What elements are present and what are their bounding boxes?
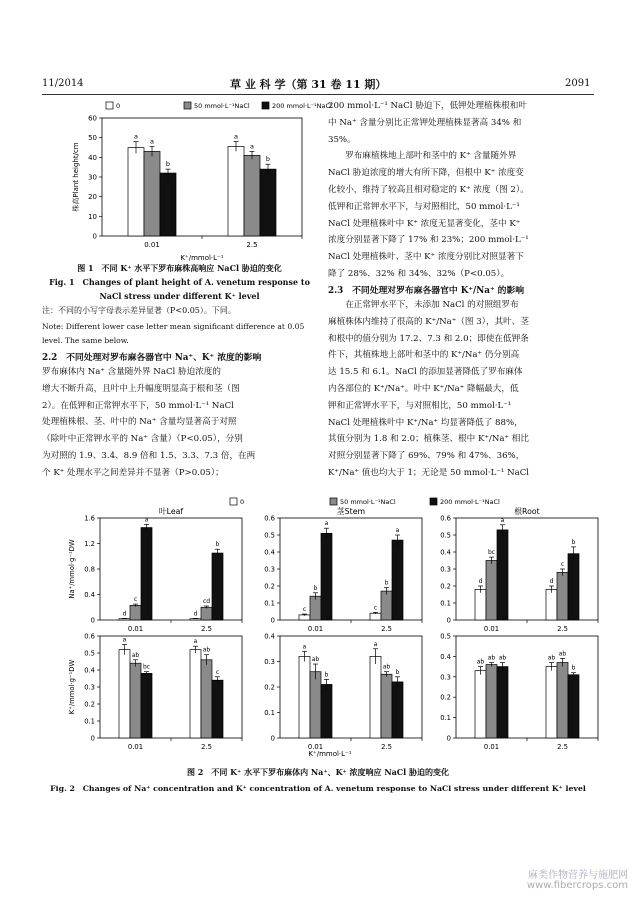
- bar: [130, 663, 141, 738]
- significance-letter: c: [133, 596, 138, 604]
- significance-letter: b: [324, 671, 329, 679]
- bar: [228, 147, 244, 236]
- issue-date: 11/2014: [42, 78, 84, 89]
- text-line: 在正常钾水平下，未添加 NaCl 的对照组罗布: [328, 300, 519, 310]
- legend-swatch: [184, 102, 191, 109]
- bar: [160, 173, 176, 236]
- y-tick-label: 20: [88, 193, 97, 202]
- significance-letter: c: [302, 606, 307, 614]
- significance-letter: b: [215, 541, 220, 549]
- bar: [568, 675, 579, 738]
- bar: [497, 667, 508, 738]
- y-tick-label: 0: [446, 616, 451, 625]
- x-tick-label: 2.5: [201, 624, 212, 633]
- y-tick-label: 50: [88, 134, 97, 143]
- text-line: 件下，其植株地上部叶和茎中的 K⁺/Na⁺ 仍分别高: [328, 350, 520, 361]
- y-tick-label: 0.1: [440, 714, 451, 723]
- bar: [141, 528, 152, 620]
- legend-label: 50 mmol·L⁻¹NaCl: [340, 498, 396, 506]
- text-line: 低钾和正常钾水平下，与对照相比，50 mmol·L⁻¹: [328, 201, 520, 212]
- y-tick-label: 0.6: [264, 514, 275, 523]
- y-tick-label: 0.5: [264, 531, 275, 540]
- panel-title: 茎Stem: [336, 507, 366, 516]
- y-tick-label: 30: [88, 173, 97, 182]
- watermark-cn: 麻类作物营养与施肥网: [528, 870, 628, 881]
- y-tick-label: 1.6: [84, 514, 95, 523]
- header-rule: [42, 94, 594, 95]
- fig1-note-en1: Note: Different lower case letter mean significant difference at 0.05: [42, 322, 305, 331]
- text-line: 其值分别为 1.8 和 2.0；植株茎、根中 K⁺/Na⁺ 相比: [328, 434, 529, 445]
- bar: [321, 533, 332, 620]
- legend-label: 0: [116, 102, 121, 110]
- y-tick-label: 0.3: [440, 565, 451, 574]
- legend-swatch: [430, 498, 437, 505]
- text-line: （除叶中正常钾水平的 Na⁺ 含量）（P<0.05），分别: [42, 434, 243, 445]
- bar: [392, 540, 403, 620]
- x-tick-label: 2.5: [381, 742, 392, 751]
- bar: [497, 530, 508, 620]
- x-tick-label: 0.01: [127, 742, 144, 751]
- text-line: 个 K⁺ 处理水平之间差异并不显著（P>0.05）；: [42, 467, 224, 478]
- bar: [244, 155, 260, 236]
- significance-letter: a: [122, 636, 127, 644]
- y-tick-label: 0.5: [440, 632, 451, 641]
- significance-letter: ab: [558, 650, 567, 658]
- significance-letter: a: [373, 640, 378, 648]
- y-tick-label: 0.2: [440, 693, 451, 702]
- y-tick-label: 0.4: [264, 548, 275, 557]
- fig2-caption-cn: 图 2 不同 K⁺ 水平下罗布麻体内 Na⁺、K⁺ 浓度响应 NaCl 胁迫的变化: [186, 767, 450, 777]
- x-tick-label: 0.01: [144, 241, 160, 249]
- y-tick-label: 10: [88, 212, 97, 221]
- legend-swatch: [330, 498, 337, 505]
- x-tick-label: 2.5: [246, 241, 258, 249]
- text-line: 对照分别显著下降了 69%、79% 和 47%、36%，: [328, 451, 525, 462]
- text-line: 钾和正常钾水平下，与对照相比，50 mmol·L⁻¹: [328, 400, 512, 411]
- bar: [212, 680, 223, 738]
- x-axis-label: K⁺/mmol·L⁻¹: [180, 254, 224, 262]
- x-axis-label: K⁺/mmol·L⁻¹: [308, 750, 352, 758]
- x-tick-label: 2.5: [381, 624, 392, 633]
- x-tick-label: 0.01: [307, 742, 324, 751]
- significance-letter: b: [571, 664, 576, 672]
- legend-label: 0: [240, 498, 245, 506]
- bar: [486, 665, 497, 738]
- text-line: 35%。: [328, 134, 356, 145]
- bar: [201, 660, 212, 738]
- legend-swatch: [262, 102, 269, 109]
- bar: [370, 656, 381, 738]
- significance-letter: ab: [382, 663, 391, 671]
- right-body-text: [328, 98, 598, 283]
- significance-letter: a: [250, 142, 254, 151]
- text-line: 增大不断升高，且叶中上升幅度明显高于根和茎（图: [42, 383, 240, 394]
- significance-letter: ab: [476, 658, 485, 666]
- y-tick-label: 0: [270, 616, 275, 625]
- bar: [141, 673, 152, 738]
- text-line: 浓度分别显著下降了 17% 和 23%；200 mmol·L⁻¹: [328, 235, 529, 246]
- fig2-chart: [42, 494, 602, 759]
- bar: [546, 589, 557, 620]
- significance-letter: b: [313, 584, 318, 592]
- bar: [119, 650, 130, 738]
- significance-letter: c: [560, 561, 565, 568]
- text-line: 麻植株体内维持了很高的 K⁺/Na⁺（图 3），其叶、茎: [328, 316, 529, 327]
- legend-label: 200 mmol·L⁻¹NaCl: [272, 102, 332, 110]
- bar: [201, 607, 212, 620]
- text-line: 和根中的值分别为 17.2、7.3 和 2.0；即使在低钾条: [328, 333, 529, 344]
- fig1-legend: [106, 102, 332, 110]
- y-tick-label: 0.3: [440, 673, 451, 682]
- y-tick-label: 0.1: [440, 599, 451, 608]
- text-line: 为对照的 1.9、3.4、8.9 倍和 1.5、3.3、7.3 倍，在两: [42, 450, 256, 461]
- significance-letter: ab: [487, 654, 496, 662]
- legend-swatch: [106, 102, 113, 109]
- y-tick-label: 0.6: [440, 514, 451, 523]
- bar: [310, 596, 321, 620]
- text-line: 内各部位的 K⁺/Na⁺。叶中 K⁺/Na⁺ 降幅最大，低: [328, 383, 519, 394]
- y-tick-label: 0.2: [264, 582, 275, 591]
- bar: [381, 591, 392, 620]
- significance-letter: d: [193, 610, 198, 618]
- y-tick-label: 0.3: [264, 658, 275, 666]
- y-tick-label: 1.2: [84, 540, 95, 548]
- text-line: 降了 28%、32% 和 34%、32%（P<0.05）。: [328, 268, 510, 279]
- y-tick-label: 0.4: [264, 632, 275, 641]
- bar: [370, 613, 381, 620]
- bar: [260, 169, 276, 236]
- x-tick-label: 0.01: [483, 624, 500, 633]
- x-tick-label: 0.01: [307, 624, 324, 633]
- significance-letter: a: [193, 638, 198, 646]
- bar: [321, 684, 332, 738]
- bar: [144, 151, 160, 236]
- significance-letter: b: [395, 668, 400, 676]
- text-line: 2）。在低钾和正常钾水平下，50 mmol·L⁻¹ NaCl: [42, 400, 234, 411]
- bar: [310, 672, 321, 738]
- bar: [190, 650, 201, 738]
- y-tick-label: 0.2: [84, 700, 95, 709]
- y-tick-label: 0.1: [264, 599, 275, 608]
- legend-swatch: [230, 498, 237, 505]
- fig1-chart: [42, 96, 332, 266]
- text-line: 处理植株根、茎、叶中的 Na⁺ 含量均显著高于对照: [42, 417, 237, 428]
- significance-letter: a: [234, 132, 238, 141]
- bar: [212, 553, 223, 620]
- y-tick-label: 0.8: [84, 565, 95, 574]
- right-body-text-2: [328, 297, 598, 482]
- watermark-url: www.fibercrops.com: [526, 880, 628, 891]
- significance-letter: ab: [498, 654, 507, 662]
- section-2-2-heading: 2.2 不同处理对罗布麻各器官中 Na⁺、K⁺ 浓度的影响: [42, 353, 262, 363]
- fig1-note-cn: 注：不同的小写字母表示差异显著（P<0.05）。下同。: [42, 306, 236, 315]
- y-tick-label: 0.5: [84, 649, 95, 658]
- left-body-text: [42, 364, 327, 482]
- significance-letter: a: [150, 137, 154, 146]
- significance-letter: ab: [547, 654, 556, 662]
- significance-letter: b: [571, 538, 576, 546]
- y-tick-label: 0.4: [440, 652, 451, 661]
- y-axis-label: Na⁺/mmol·g⁻¹DW: [68, 539, 76, 599]
- bar: [299, 656, 310, 738]
- y-tick-label: 0.1: [84, 717, 95, 726]
- significance-letter: b: [384, 579, 389, 587]
- bar: [392, 682, 403, 738]
- significance-letter: bc: [487, 549, 496, 557]
- y-tick-label: 0.4: [84, 666, 95, 675]
- x-tick-label: 2.5: [557, 624, 568, 633]
- text-line: NaCl 处理植株叶、茎中 K⁺ 浓度分别比对照显著下: [328, 252, 524, 263]
- text-line: K⁺/Na⁺ 值也均大于 1；无论是 50 mmol·L⁻¹ NaCl: [328, 467, 530, 478]
- y-tick-label: 0.2: [440, 582, 451, 591]
- significance-letter: b: [165, 160, 171, 169]
- text-line: 中 Na⁺ 含量分别比正常钾处理植株显著高 34% 和: [328, 117, 522, 128]
- significance-letter: bc: [142, 663, 151, 671]
- text-line: NaCl 处理植株叶中 K⁺/Na⁺ 均显著降低了 88%，: [328, 417, 523, 428]
- text-line: NaCl 处理植株叶中 K⁺ 浓度无显著变化，茎中 K⁺: [328, 218, 521, 229]
- bar: [128, 148, 144, 237]
- fig2-caption-en: Fig. 2 Changes of Na⁺ concentration and K⁺ concentration of A. venetum response to NaCl stress under different K⁺ level: [50, 784, 586, 793]
- y-axis-label: 株高Plant height/cm: [72, 142, 80, 212]
- bar: [568, 554, 579, 620]
- x-tick-label: 2.5: [557, 742, 568, 751]
- y-tick-label: 0.1: [264, 709, 275, 717]
- significance-letter: c: [215, 668, 220, 676]
- y-tick-label: 0.4: [84, 591, 95, 599]
- bar: [557, 572, 568, 620]
- fig2-legend: [230, 498, 500, 506]
- section-2-3-heading: 2.3 不同处理对罗布麻各器官中 K⁺/Na⁺ 的影响: [328, 286, 525, 296]
- y-tick-label: 0: [270, 734, 275, 743]
- y-tick-label: 0: [90, 616, 95, 625]
- fig1-note-en2: level. The same below.: [42, 336, 129, 345]
- y-tick-label: 0.3: [84, 683, 95, 692]
- page-number: 2091: [565, 78, 591, 89]
- panel-title: 叶Leaf: [158, 507, 184, 516]
- y-tick-label: 60: [88, 114, 97, 123]
- significance-letter: a: [324, 520, 329, 528]
- significance-letter: d: [478, 578, 483, 585]
- y-tick-label: 0.5: [440, 531, 451, 540]
- significance-letter: cd: [202, 597, 211, 605]
- y-tick-label: 0: [92, 232, 97, 241]
- bar: [546, 667, 557, 738]
- bar: [130, 605, 141, 620]
- bar: [475, 589, 486, 620]
- text-line: NaCl 胁迫浓度的增大有所下降，但根中 K⁺ 浓度变: [328, 168, 524, 179]
- y-tick-label: 0.3: [264, 565, 275, 574]
- y-axis-label: K⁺/mmol·g⁻¹DW: [68, 659, 76, 715]
- text-line: 罗布麻体内 Na⁺ 含量随外界 NaCl 胁迫浓度的: [42, 367, 221, 377]
- text-line: 罗布麻植株地上部叶和茎中的 K⁺ 含量随外界: [328, 151, 517, 162]
- significance-letter: c: [373, 604, 378, 612]
- fig1-caption-cn: 图 1 不同 K⁺ 水平下罗布麻株高响应 NaCl 胁迫的变化: [77, 263, 282, 273]
- text-line: 达 15.5 和 6.1。NaCl 的添加显著降低了罗布麻体: [328, 367, 523, 378]
- significance-letter: a: [144, 516, 149, 524]
- bar: [486, 561, 497, 621]
- significance-letter: b: [265, 155, 271, 164]
- fig1-caption-en1: Fig. 1 Changes of plant height of A. venetum response to: [49, 277, 310, 287]
- y-tick-label: 0: [446, 734, 451, 743]
- significance-letter: d: [122, 610, 127, 618]
- panel-title: 根Root: [514, 507, 540, 516]
- significance-letter: ab: [311, 656, 320, 664]
- bar: [381, 674, 392, 738]
- y-tick-label: 0.6: [84, 632, 95, 641]
- bar: [557, 663, 568, 738]
- x-tick-label: 2.5: [201, 742, 212, 751]
- significance-letter: ab: [131, 651, 140, 659]
- significance-letter: ab: [202, 646, 211, 654]
- y-tick-label: 0.4: [440, 548, 451, 557]
- significance-letter: a: [500, 516, 505, 524]
- significance-letter: a: [302, 643, 307, 651]
- legend-label: 200 mmol·L⁻¹NaCl: [440, 498, 500, 506]
- x-tick-label: 0.01: [483, 742, 500, 751]
- text-line: 200 mmol·L⁻¹ NaCl 胁迫下，低钾处理植株根和叶: [328, 101, 527, 111]
- legend-label: 50 mmol·L⁻¹NaCl: [194, 102, 250, 110]
- journal-title: 草 业 科 学（第 31 卷 11 期）: [230, 78, 387, 91]
- significance-letter: d: [549, 578, 554, 585]
- bar: [475, 671, 486, 738]
- significance-letter: a: [395, 527, 400, 534]
- x-tick-label: 0.01: [127, 624, 144, 633]
- y-tick-label: 40: [88, 153, 97, 162]
- text-line: 化较小，维持了较高且相对稳定的 K⁺ 浓度（图 2）。: [328, 184, 529, 195]
- y-tick-label: 0.2: [264, 683, 275, 692]
- y-tick-label: 0: [90, 734, 95, 743]
- fig1-caption-en2: NaCl stress under different K⁺ level: [99, 291, 260, 301]
- significance-letter: a: [134, 132, 138, 141]
